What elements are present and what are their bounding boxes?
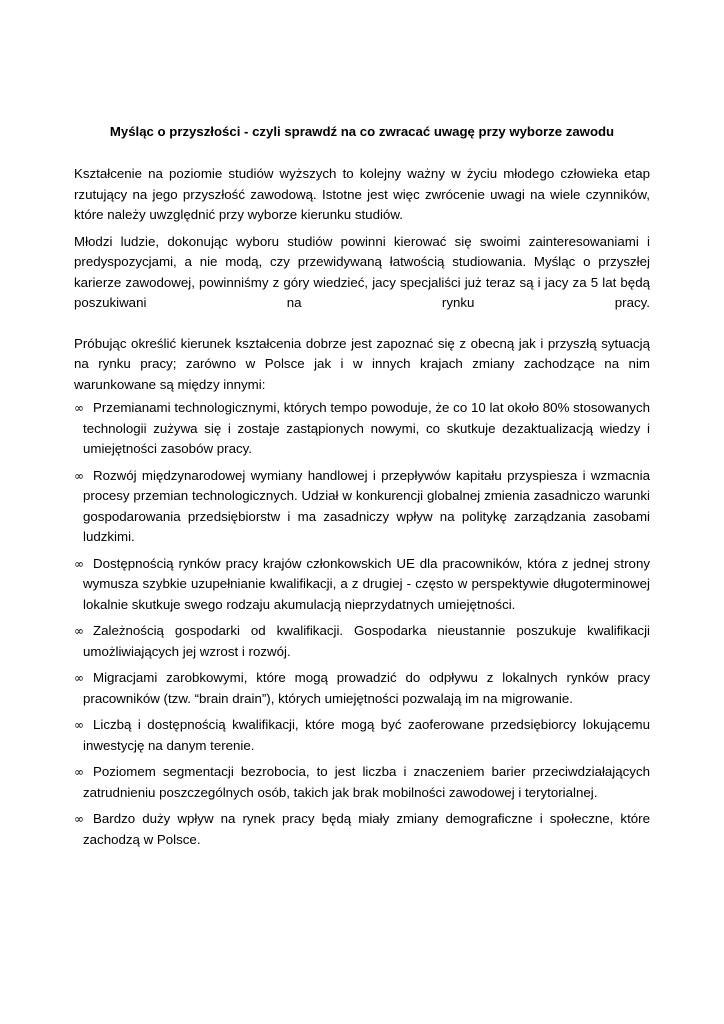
list-item [74,668,650,709]
list-item-text: Dostępnością rynków pracy krajów członkowskich UE dla pracowników, która z jednej strony wymusza szybkie uzupełnianie kwalifikacji, a z drugiej - często w perspektywie długoterminowej lokalnie skutkuje swego rodzaju akumulacją nieprzydatnych umiejętności. [83,555,650,612]
list-item-text: Zależnością gospodarki od kwalifikacji. Gospodarka nieustannie poszukuje kwalifikacji umożliwiających jej wzrost i rozwój. [83,623,650,659]
list-item [74,762,650,803]
list-item [74,809,650,850]
document-body [74,164,650,856]
infinity-bullet-icon: ∞ [74,556,84,571]
list-item [74,398,650,460]
list-item [74,715,650,756]
list-item-text: Bardzo duży wpływ na rynek pracy będą miały zmiany demograficzne i społeczne, które zachodzą w Polsce. [83,811,650,847]
list-item [74,554,650,616]
list-item [74,621,650,662]
infinity-bullet-icon: ∞ [74,765,84,779]
list-item-text: Poziomem segmentacji bezrobocia, to jest liczba i znaczeniem barier przeciwdziałających zatrudnieniu poszczególnych osób, takich jak brak mobilności zawodowej i terytorialnej. [83,764,650,800]
infinity-bullet-icon: ∞ [74,468,84,483]
paragraph-young-people: Młodzi ludzie, dokonując wyboru studiów powinni kierować się swoimi zainteresowaniami i predyspozycjami, a nie modą, czy przewidywaną łatwością studiowania. Myśląc o przyszłej karierze zawodowej, powinniśmy z góry wiedzieć, jacy specjaliści już teraz są i jacy za 5 lat będą poszukiwani na rynku pracy. [74,233,650,310]
list-item [74,466,650,548]
list-item-text: Rozwój międzynarodowej wymiany handlowej i przepływów kapitału przyspiesza i wzmacnia procesy przemian technologicznych. Udział w konkurencji globalnej zmienia zasadniczo warunki gospodarowania przedsiębiorstw i ma zasadniczy wpływ na politykę zarządzania zasobami ludzkimi. [83,467,650,544]
infinity-bullet-icon: ∞ [74,401,84,415]
infinity-bullet-icon: ∞ [74,812,84,826]
list-item-text: Liczbą i dostępnością kwalifikacji, które mogą być zaoferowane przedsiębiorcy lokującemu inwestycję na danym terenie. [83,717,650,753]
infinity-bullet-icon: ∞ [74,624,84,638]
list-item-text: Przemianami technologicznymi, których tempo powoduje, że co 10 lat około 80% stosowanych technologii zużywa się i zostaje zastąpionych nowymi, co skutkuje dezaktualizacją wiedzy i umiejętności zasobów pracy. [83,400,650,456]
paragraph-intro: Kształcenie na poziomie studiów wyższych to kolejny ważny w życiu młodego człowieka etap rzutujący na jego przyszłość zawodową. Istotne jest więc zwrócenie uwagi na wiele czynników, które należy uwzględnić przy wyborze kierunku studiów. [74,166,650,222]
list-item-text: Migracjami zarobkowymi, które mogą prowadzić do odpływu z lokalnych rynków pracy pracowników (tzw. “brain drain”), których umiejętności pozwalają im na migrowanie. [83,670,650,706]
paragraph-labor-market: Próbując określić kierunek kształcenia dobrze jest zapoznać się z obecną jak i przyszłą sytuacją na rynku pracy; zarówno w Polsce jak i w innych krajach zmiany zachodzące na nim warunkowane są między innymi: [74,335,650,392]
infinity-bullet-icon: ∞ [74,718,84,732]
infinity-bullet-icon: ∞ [74,671,84,685]
factor-list [74,398,650,850]
document-title: Myśląc o przyszłości - czyli sprawdź na co zwracać uwagę przy wyborze zawodu [109,124,615,139]
